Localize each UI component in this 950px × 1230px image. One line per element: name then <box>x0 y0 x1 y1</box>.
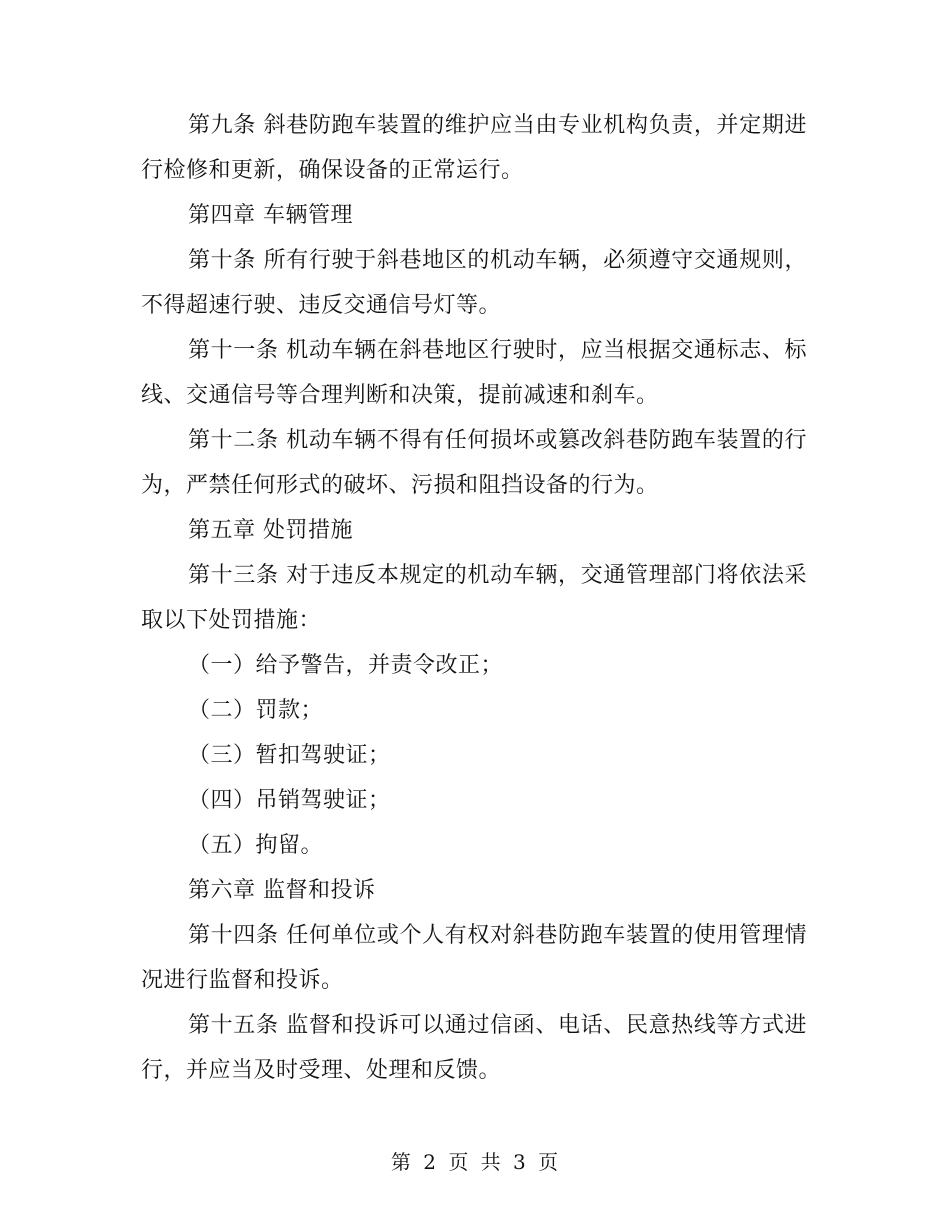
chapter-4-heading: 第四章 车辆管理 <box>188 203 353 228</box>
chapter-6-heading: 第六章 监督和投诉 <box>188 878 376 903</box>
page-footer: 第 2 页 共 3 页 <box>390 1150 560 1174</box>
penalty-item-2: （二）罚款； <box>188 698 324 723</box>
article-15: 第十五条 监督和投诉可以通过信函、电话、民意热线等方式进行，并应当及时受理、处理和反馈。 <box>141 1013 807 1083</box>
article-10: 第十条 所有行驶于斜巷地区的机动车辆，必须遵守交通规则，不得超速行驶、违反交通信号灯等。 <box>141 248 807 318</box>
penalty-item-4: （四）吊销驾驶证； <box>188 788 391 813</box>
article-14: 第十四条 任何单位或个人有权对斜巷防跑车装置的使用管理情况进行监督和投诉。 <box>141 923 807 993</box>
penalty-item-3: （三）暂扣驾驶证； <box>188 743 391 768</box>
article-11: 第十一条 机动车辆在斜巷地区行驶时，应当根据交通标志、标线、交通信号等合理判断和决策，提前减速和刹车。 <box>141 338 807 408</box>
article-13: 第十三条 对于违反本规定的机动车辆，交通管理部门将依法采取以下处罚措施： <box>141 563 807 633</box>
penalty-item-5: （五）拘留。 <box>188 833 324 858</box>
article-9: 第九条 斜巷防跑车装置的维护应当由专业机构负责，并定期进行检修和更新，确保设备的正常运行。 <box>141 113 807 183</box>
chapter-5-heading: 第五章 处罚措施 <box>188 518 353 543</box>
penalty-item-1: （一）给予警告，并责令改正； <box>188 653 504 678</box>
article-12: 第十二条 机动车辆不得有任何损坏或篡改斜巷防跑车装置的行为，严禁任何形式的破坏、污损和阻挡设备的行为。 <box>141 428 807 498</box>
document-body <box>141 103 807 1093</box>
